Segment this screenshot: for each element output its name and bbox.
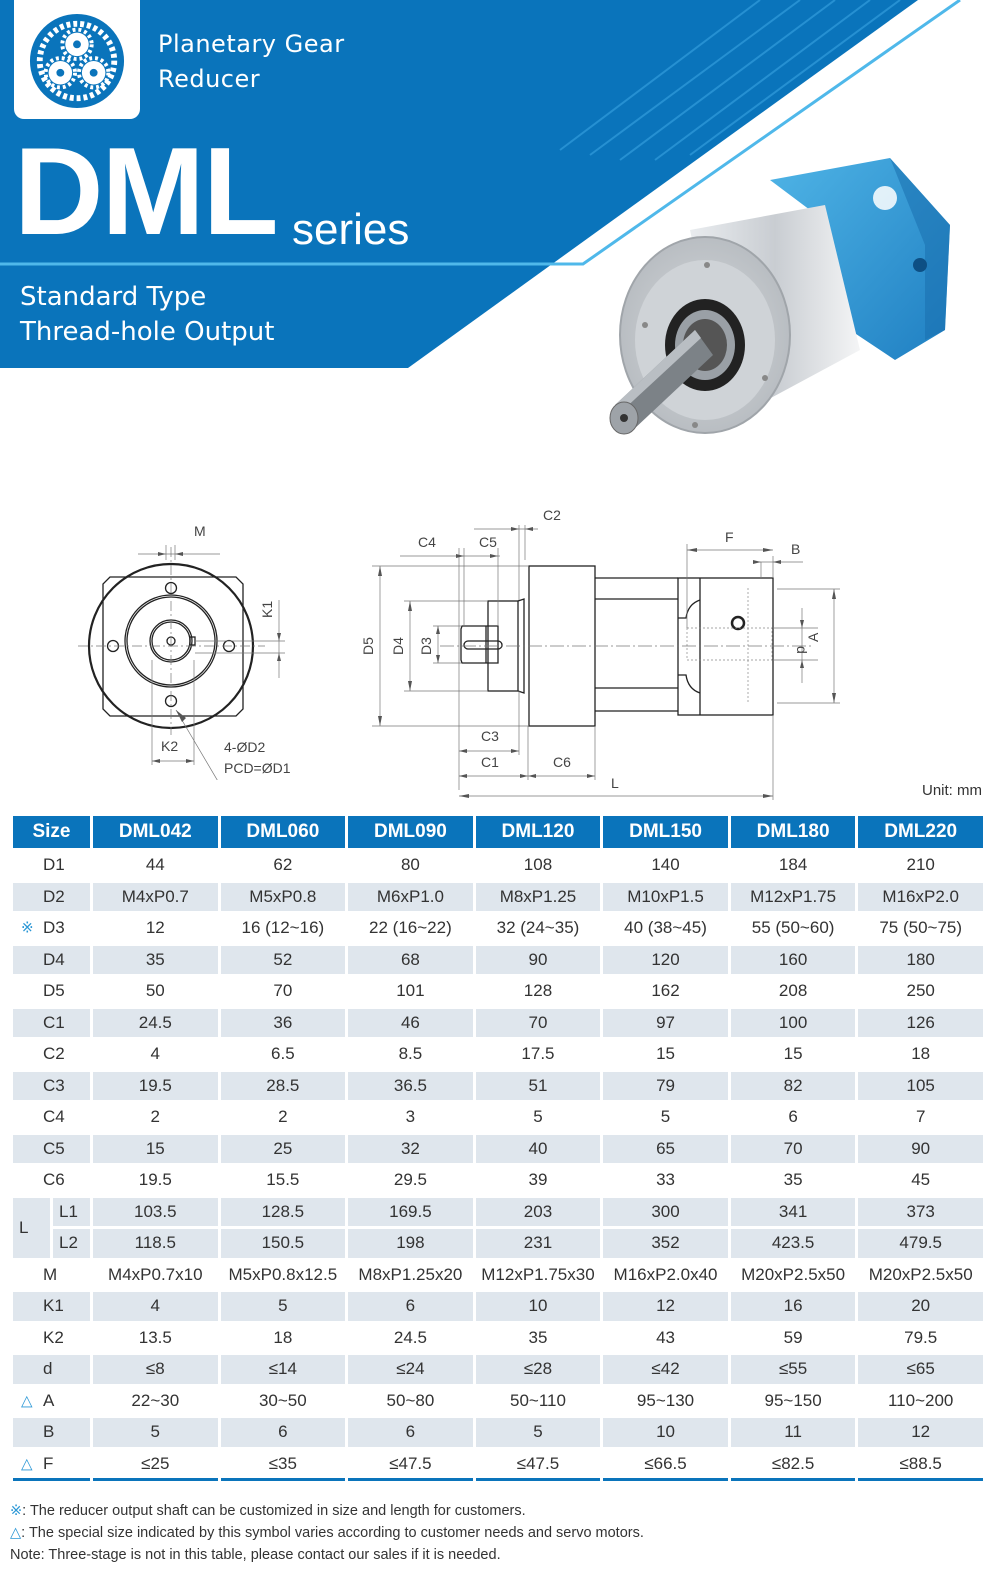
table-cell: ≤35 bbox=[221, 1450, 346, 1482]
subtitle-line1: Standard Type bbox=[20, 282, 207, 312]
column-header-dml060: DML060 bbox=[221, 816, 346, 851]
table-cell: 341 bbox=[731, 1198, 856, 1230]
table-cell: 45 bbox=[858, 1166, 983, 1198]
unit-label: Unit: mm bbox=[922, 782, 982, 799]
dim-label-pcd: PCD=ØD1 bbox=[224, 760, 291, 776]
column-header-dml042: DML042 bbox=[93, 816, 218, 851]
table-cell: ≤65 bbox=[858, 1355, 983, 1387]
triangle-mark-icon: △ bbox=[10, 1525, 22, 1541]
table-cell: 110~200 bbox=[858, 1387, 983, 1419]
table-cell: 169.5 bbox=[348, 1198, 473, 1230]
row-label-text: A bbox=[43, 1390, 55, 1410]
dim-label-l: L bbox=[611, 775, 619, 791]
table-cell: ≤8 bbox=[93, 1355, 218, 1387]
footnote-text: : The special size indicated by this symbol varies according to customer needs and servo motors. bbox=[21, 1525, 644, 1541]
table-cell: 184 bbox=[731, 851, 856, 883]
row-label-text: C6 bbox=[43, 1170, 65, 1190]
table-cell: 162 bbox=[603, 977, 728, 1009]
table-cell: 250 bbox=[858, 977, 983, 1009]
dim-label-d: d bbox=[794, 646, 810, 654]
row-label bbox=[13, 1040, 90, 1072]
table-cell: 52 bbox=[221, 946, 346, 978]
table-cell: M6xP1.0 bbox=[348, 883, 473, 915]
table-cell: M4xP0.7x10 bbox=[93, 1261, 218, 1293]
table-cell: 4 bbox=[93, 1040, 218, 1072]
triangle-mark-icon: △ bbox=[21, 1392, 33, 1410]
row-label-text: K2 bbox=[43, 1327, 64, 1347]
dim-label-c5: C5 bbox=[479, 534, 497, 550]
table-cell: 90 bbox=[476, 946, 601, 978]
row-label-text: K1 bbox=[43, 1296, 64, 1316]
table-cell: 3 bbox=[348, 1103, 473, 1135]
table-cell: 97 bbox=[603, 1009, 728, 1041]
table-cell: 35 bbox=[476, 1324, 601, 1356]
row-label bbox=[13, 1009, 90, 1041]
table-cell: 160 bbox=[731, 946, 856, 978]
table-header-row bbox=[13, 816, 983, 851]
row-label-text: C4 bbox=[43, 1107, 65, 1127]
table-cell: M8xP1.25 bbox=[476, 883, 601, 915]
table-cell: 120 bbox=[603, 946, 728, 978]
dim-label-c1: C1 bbox=[481, 754, 499, 770]
table-cell: 20 bbox=[858, 1292, 983, 1324]
series-name: DML bbox=[14, 123, 277, 261]
table-cell: M4xP0.7 bbox=[93, 883, 218, 915]
table-cell: 2 bbox=[93, 1103, 218, 1135]
table-cell: M16xP2.0x40 bbox=[603, 1261, 728, 1293]
table-cell: 100 bbox=[731, 1009, 856, 1041]
table-row bbox=[13, 1261, 983, 1293]
table-cell: M12xP1.75 bbox=[731, 883, 856, 915]
table-cell: 24.5 bbox=[348, 1324, 473, 1356]
table-cell: ≤28 bbox=[476, 1355, 601, 1387]
table-cell: 90 bbox=[858, 1135, 983, 1167]
table-cell: 6 bbox=[348, 1418, 473, 1450]
row-label bbox=[13, 1135, 90, 1167]
table-row bbox=[13, 1166, 983, 1198]
table-cell: 208 bbox=[731, 977, 856, 1009]
table-cell: 203 bbox=[476, 1198, 601, 1230]
column-header-size: Size bbox=[13, 816, 90, 851]
table-cell: 12 bbox=[603, 1292, 728, 1324]
dim-label-c4: C4 bbox=[418, 534, 436, 550]
table-cell: 6 bbox=[221, 1418, 346, 1450]
table-cell: 210 bbox=[858, 851, 983, 883]
table-cell: 36 bbox=[221, 1009, 346, 1041]
row-label-text: D3 bbox=[43, 918, 65, 938]
row-group-label: L bbox=[13, 1198, 50, 1261]
row-label bbox=[13, 914, 90, 946]
table-cell: 105 bbox=[858, 1072, 983, 1104]
row-label bbox=[13, 1355, 90, 1387]
table-cell: 128 bbox=[476, 977, 601, 1009]
footnote-three-stage bbox=[10, 1547, 501, 1563]
dim-label-k1: K1 bbox=[259, 600, 275, 618]
table-cell: 22 (16~22) bbox=[348, 914, 473, 946]
spec-table bbox=[10, 816, 986, 1481]
table-cell: 19.5 bbox=[93, 1072, 218, 1104]
table-cell: 59 bbox=[731, 1324, 856, 1356]
dim-label-b: B bbox=[791, 541, 801, 557]
table-cell: 108 bbox=[476, 851, 601, 883]
table-cell: 479.5 bbox=[858, 1229, 983, 1261]
table-cell: 28.5 bbox=[221, 1072, 346, 1104]
table-cell: 70 bbox=[221, 977, 346, 1009]
table-cell: 19.5 bbox=[93, 1166, 218, 1198]
asterisk-mark-icon: ※ bbox=[21, 919, 34, 937]
table-cell: 32 bbox=[348, 1135, 473, 1167]
table-cell: M16xP2.0 bbox=[858, 883, 983, 915]
table-cell: 30~50 bbox=[221, 1387, 346, 1419]
row-label bbox=[13, 883, 90, 915]
table-cell: 5 bbox=[93, 1418, 218, 1450]
table-cell: 39 bbox=[476, 1166, 601, 1198]
table-cell: 15 bbox=[603, 1040, 728, 1072]
table-cell: 46 bbox=[348, 1009, 473, 1041]
category-title-line1: Planetary Gear bbox=[158, 30, 345, 58]
series-suffix: series bbox=[292, 205, 410, 254]
row-label bbox=[13, 946, 90, 978]
asterisk-mark-icon: ※ bbox=[10, 1503, 23, 1519]
table-cell: 126 bbox=[858, 1009, 983, 1041]
table-cell: 55 (50~60) bbox=[731, 914, 856, 946]
row-label bbox=[13, 851, 90, 883]
footnote-text: : The reducer output shaft can be customized in size and length for customers. bbox=[22, 1503, 526, 1519]
table-cell: M12xP1.75x30 bbox=[476, 1261, 601, 1293]
table-cell: 70 bbox=[731, 1135, 856, 1167]
table-cell: 6 bbox=[348, 1292, 473, 1324]
column-header-dml220: DML220 bbox=[858, 816, 983, 851]
table-cell: ≤66.5 bbox=[603, 1450, 728, 1482]
footnote-text: Note: Three-stage is not in this table, please contact our sales if it is needed. bbox=[10, 1547, 501, 1563]
table-cell: M20xP2.5x50 bbox=[731, 1261, 856, 1293]
table-cell: 82 bbox=[731, 1072, 856, 1104]
row-label bbox=[13, 1103, 90, 1135]
planetary-gears-icon bbox=[28, 12, 126, 110]
row-label-text: d bbox=[43, 1359, 53, 1379]
table-cell: M8xP1.25x20 bbox=[348, 1261, 473, 1293]
logo-box bbox=[14, 0, 140, 119]
table-cell: 80 bbox=[348, 851, 473, 883]
row-label-text: M bbox=[43, 1264, 58, 1284]
table-row bbox=[13, 1040, 983, 1072]
row-label bbox=[13, 1418, 90, 1450]
table-cell: 352 bbox=[603, 1229, 728, 1261]
table-cell: 16 (12~16) bbox=[221, 914, 346, 946]
table-row bbox=[13, 883, 983, 915]
table-cell: 4 bbox=[93, 1292, 218, 1324]
table-cell: 29.5 bbox=[348, 1166, 473, 1198]
column-header-dml120: DML120 bbox=[476, 816, 601, 851]
table-row bbox=[13, 1009, 983, 1041]
table-cell: 373 bbox=[858, 1198, 983, 1230]
table-cell: 24.5 bbox=[93, 1009, 218, 1041]
table-row bbox=[13, 1418, 983, 1450]
table-cell: 13.5 bbox=[93, 1324, 218, 1356]
table-cell: 10 bbox=[603, 1418, 728, 1450]
table-cell: ≤42 bbox=[603, 1355, 728, 1387]
table-cell: 15.5 bbox=[221, 1166, 346, 1198]
row-label-text: C2 bbox=[43, 1044, 65, 1064]
table-cell: 118.5 bbox=[93, 1229, 218, 1261]
row-label bbox=[13, 1072, 90, 1104]
table-row bbox=[13, 851, 983, 883]
row-label bbox=[13, 1292, 90, 1324]
table-cell: 95~130 bbox=[603, 1387, 728, 1419]
table-cell: 7 bbox=[858, 1103, 983, 1135]
table-row bbox=[13, 1135, 983, 1167]
table-row bbox=[13, 1324, 983, 1356]
row-label: L2 bbox=[53, 1229, 90, 1261]
table-cell: 5 bbox=[476, 1418, 601, 1450]
table-cell: 103.5 bbox=[93, 1198, 218, 1230]
dim-label-a: A bbox=[805, 632, 821, 642]
table-cell: 11 bbox=[731, 1418, 856, 1450]
footnote-special-size bbox=[10, 1525, 644, 1541]
table-row bbox=[13, 1292, 983, 1324]
table-cell: 79.5 bbox=[858, 1324, 983, 1356]
row-label-text: C3 bbox=[43, 1075, 65, 1095]
dim-label-m: M bbox=[194, 523, 206, 539]
table-cell: 423.5 bbox=[731, 1229, 856, 1261]
brand-logo-mark bbox=[873, 186, 897, 210]
table-cell: ≤14 bbox=[221, 1355, 346, 1387]
dim-label-d4: D4 bbox=[390, 637, 406, 655]
table-cell: ≤47.5 bbox=[476, 1450, 601, 1482]
table-cell: 65 bbox=[603, 1135, 728, 1167]
table-cell: 15 bbox=[731, 1040, 856, 1072]
table-cell: 51 bbox=[476, 1072, 601, 1104]
column-header-dml090: DML090 bbox=[348, 816, 473, 851]
table-cell: ≤25 bbox=[93, 1450, 218, 1482]
dim-label-c6: C6 bbox=[553, 754, 571, 770]
table-cell: 22~30 bbox=[93, 1387, 218, 1419]
table-cell: 8.5 bbox=[348, 1040, 473, 1072]
table-cell: 10 bbox=[476, 1292, 601, 1324]
side-view-drawing bbox=[355, 500, 855, 805]
table-cell: 6.5 bbox=[221, 1040, 346, 1072]
table-cell: 33 bbox=[603, 1166, 728, 1198]
table-cell: 36.5 bbox=[348, 1072, 473, 1104]
product-image bbox=[595, 150, 995, 470]
table-row bbox=[13, 914, 983, 946]
table-cell: ≤24 bbox=[348, 1355, 473, 1387]
table-cell: 300 bbox=[603, 1198, 728, 1230]
table-row bbox=[13, 946, 983, 978]
row-label-text: C1 bbox=[43, 1012, 65, 1032]
table-cell: ≤82.5 bbox=[731, 1450, 856, 1482]
table-cell: M20xP2.5x50 bbox=[858, 1261, 983, 1293]
row-label-text: C5 bbox=[43, 1138, 65, 1158]
table-cell: M10xP1.5 bbox=[603, 883, 728, 915]
table-cell: 62 bbox=[221, 851, 346, 883]
table-cell: 18 bbox=[221, 1324, 346, 1356]
row-label bbox=[13, 1324, 90, 1356]
table-cell: 6 bbox=[731, 1103, 856, 1135]
table-cell: 43 bbox=[603, 1324, 728, 1356]
table-row bbox=[13, 1198, 983, 1230]
table-cell: 50~110 bbox=[476, 1387, 601, 1419]
row-label-text: D5 bbox=[43, 981, 65, 1001]
table-cell: 35 bbox=[93, 946, 218, 978]
table-cell: 50 bbox=[93, 977, 218, 1009]
row-label bbox=[13, 1261, 90, 1293]
row-label-text: F bbox=[43, 1453, 54, 1473]
footnote-customizable-shaft bbox=[10, 1503, 526, 1519]
column-header-dml180: DML180 bbox=[731, 816, 856, 851]
table-cell: 180 bbox=[858, 946, 983, 978]
table-cell: M5xP0.8x12.5 bbox=[221, 1261, 346, 1293]
table-cell: 2 bbox=[221, 1103, 346, 1135]
table-cell: 44 bbox=[93, 851, 218, 883]
table-cell: 5 bbox=[603, 1103, 728, 1135]
row-label bbox=[13, 1450, 90, 1482]
table-cell: 70 bbox=[476, 1009, 601, 1041]
table-cell: 101 bbox=[348, 977, 473, 1009]
table-row bbox=[13, 1355, 983, 1387]
table-cell: 95~150 bbox=[731, 1387, 856, 1419]
table-row bbox=[13, 1450, 983, 1482]
front-view-drawing bbox=[60, 510, 330, 780]
dim-label-holes: 4-ØD2 bbox=[224, 739, 266, 755]
table-cell: 198 bbox=[348, 1229, 473, 1261]
table-cell: 25 bbox=[221, 1135, 346, 1167]
table-cell: 40 (38~45) bbox=[603, 914, 728, 946]
row-label-text: D1 bbox=[43, 855, 65, 875]
table-cell: 150.5 bbox=[221, 1229, 346, 1261]
dim-label-d5: D5 bbox=[360, 637, 376, 655]
column-header-dml150: DML150 bbox=[603, 816, 728, 851]
category-title-line2: Reducer bbox=[158, 65, 261, 93]
table-cell: 5 bbox=[221, 1292, 346, 1324]
table-cell: 68 bbox=[348, 946, 473, 978]
dim-label-c2: C2 bbox=[543, 507, 561, 523]
row-label-text: B bbox=[43, 1422, 55, 1442]
table-cell: ≤88.5 bbox=[858, 1450, 983, 1482]
table-cell: 140 bbox=[603, 851, 728, 883]
table-cell: 231 bbox=[476, 1229, 601, 1261]
table-cell: ≤47.5 bbox=[348, 1450, 473, 1482]
table-row bbox=[13, 1387, 983, 1419]
table-row bbox=[13, 1072, 983, 1104]
table-cell: ≤55 bbox=[731, 1355, 856, 1387]
row-label bbox=[13, 977, 90, 1009]
row-label bbox=[13, 1387, 90, 1419]
table-cell: 12 bbox=[858, 1418, 983, 1450]
dim-label-c3: C3 bbox=[481, 728, 499, 744]
table-cell: 75 (50~75) bbox=[858, 914, 983, 946]
subtitle-line2: Thread-hole Output bbox=[20, 317, 275, 347]
table-cell: 35 bbox=[731, 1166, 856, 1198]
row-label bbox=[13, 1166, 90, 1198]
table-row bbox=[13, 1229, 983, 1261]
table-cell: 16 bbox=[731, 1292, 856, 1324]
row-label-text: D4 bbox=[43, 949, 65, 969]
row-label-text: D2 bbox=[43, 886, 65, 906]
table-cell: 32 (24~35) bbox=[476, 914, 601, 946]
table-cell: 40 bbox=[476, 1135, 601, 1167]
table-cell: 15 bbox=[93, 1135, 218, 1167]
table-cell: M5xP0.8 bbox=[221, 883, 346, 915]
dim-label-f: F bbox=[725, 529, 734, 545]
table-cell: 17.5 bbox=[476, 1040, 601, 1072]
table-cell: 18 bbox=[858, 1040, 983, 1072]
table-cell: 5 bbox=[476, 1103, 601, 1135]
table-cell: 79 bbox=[603, 1072, 728, 1104]
table-row bbox=[13, 977, 983, 1009]
table-cell: 12 bbox=[93, 914, 218, 946]
table-row bbox=[13, 1103, 983, 1135]
row-label: L1 bbox=[53, 1198, 90, 1230]
table-cell: 128.5 bbox=[221, 1198, 346, 1230]
triangle-mark-icon: △ bbox=[21, 1455, 33, 1473]
dim-label-d3: D3 bbox=[418, 637, 434, 655]
table-cell: 50~80 bbox=[348, 1387, 473, 1419]
dim-label-k2: K2 bbox=[161, 738, 179, 754]
